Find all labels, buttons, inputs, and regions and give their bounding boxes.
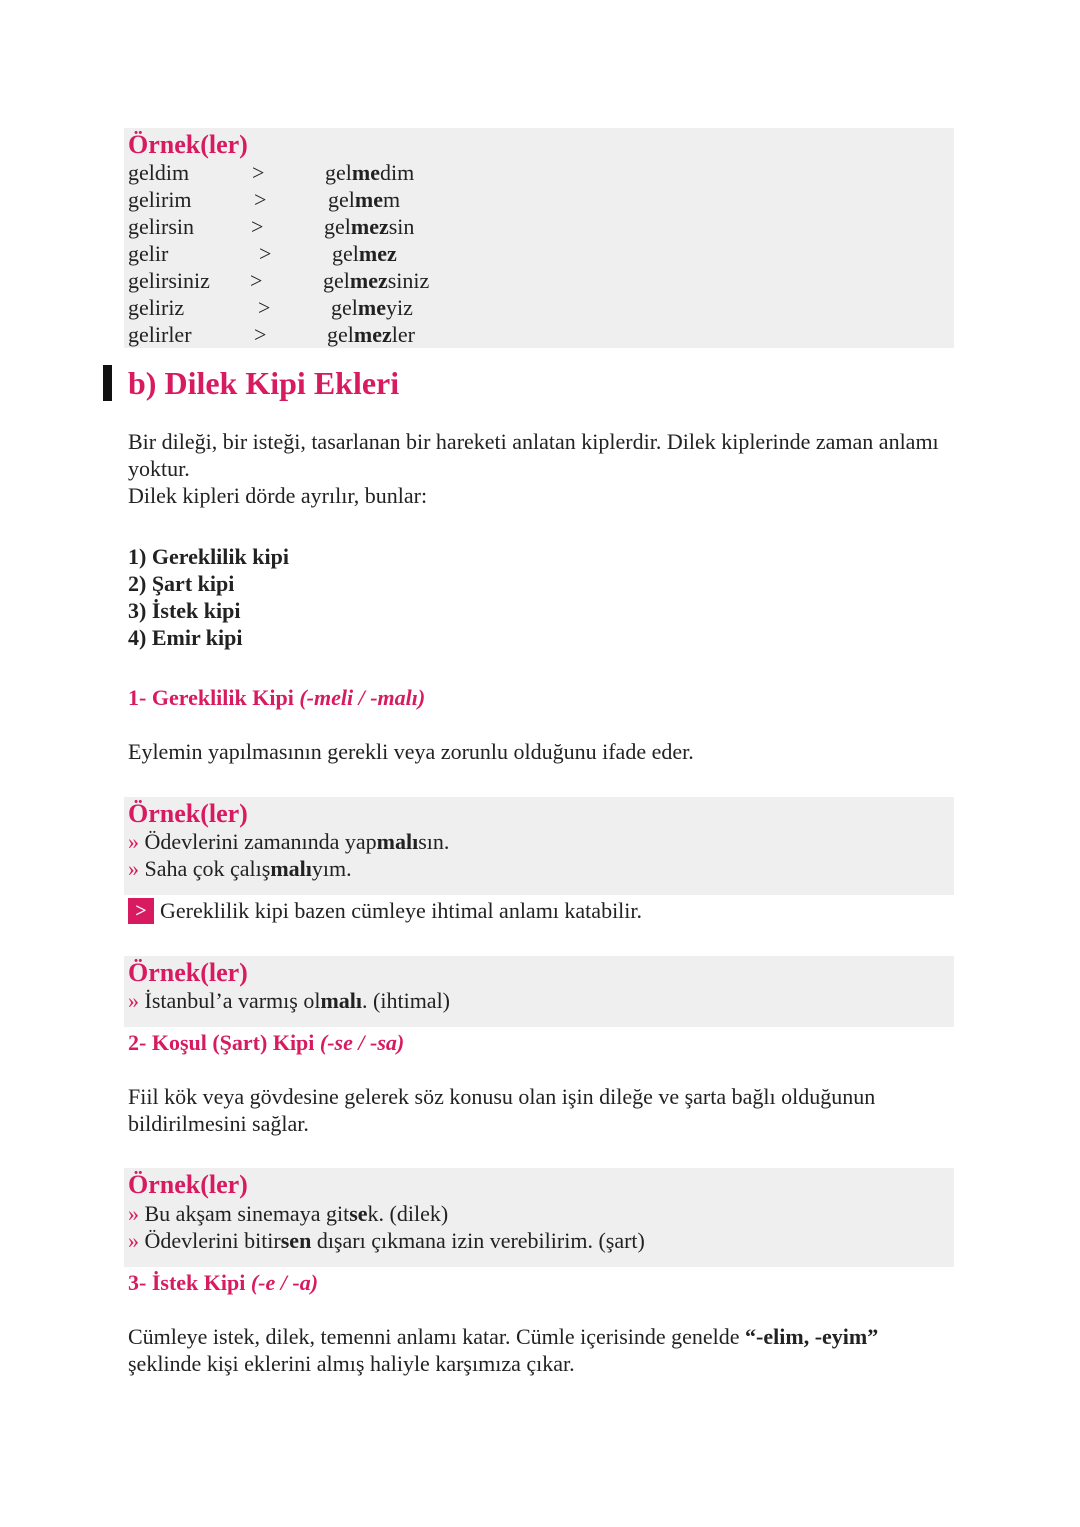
table-row: > [258,295,271,320]
table-row: gelmezsiniz [323,268,430,293]
table-row: > [250,268,263,293]
example-heading: Örnek(ler) [128,130,248,159]
list-item: 3) İstek kipi [128,598,241,623]
note-text: Gereklilik kipi bazen cümleye ihtimal anlamı katabilir. [160,898,643,923]
section-heading: b) Dilek Kipi Ekleri [128,365,400,401]
table-row: gelmezler [327,322,415,347]
example-heading: Örnek(ler) [128,958,248,987]
description: Eylemin yapılmasının gerekli veya zorunlu olduğunu ifade eder. [128,739,694,764]
list-item: 2) Şart kipi [128,571,235,596]
intro-paragraph-2: Dilek kipleri dörde ayrılır, bunlar: [128,483,428,508]
table-row: > [251,214,264,239]
list-item: 1) Gereklilik kipi [128,544,289,569]
table-row: > [252,160,265,185]
example-box-negation [124,128,954,348]
example-heading: Örnek(ler) [128,799,248,828]
example-sentence: » Ödevlerini zamanında yapmalısın. [128,829,450,854]
subsection-heading: 3- İstek Kipi (-e / -a) [128,1270,319,1295]
intro-paragraph: Bir dileği, bir isteği, tasarlanan bir hareketi anlatan kiplerdir. Dilek kiplerinde zaman anlamı yoktur. [128,429,939,481]
table-row: gelirsiniz [128,268,210,293]
description: Cümleye istek, dilek, temenni anlamı katar. Cümle içerisinde genelde “-elim, -eyim” şeklinde kişi eklerini almış haliyle karşımıza çıkar. [128,1324,879,1376]
table-row: gelirim [128,187,192,212]
description: Fiil kök veya gövdesine gelerek söz konusu olan işin dileğe ve şarta bağlı olduğunun bildirilmesini sağlar. [128,1084,876,1136]
table-row: gelirsin [128,214,194,239]
heading-marker-bar [103,365,112,401]
example-sentence: » Saha çok çalışmalıyım. [128,856,352,881]
table-row: gelmem [328,187,401,212]
table-row: gelir [128,241,169,266]
example-heading: Örnek(ler) [128,1170,248,1199]
table-row: > [254,322,267,347]
example-sentence: » Bu akşam sinemaya gitsek. (dilek) [128,1201,449,1226]
table-row: gelmeyiz [331,295,413,320]
table-row: geliriz [128,295,185,320]
example-sentence: » Ödevlerini bitirsen dışarı çıkmana izin verebilirim. (şart) [128,1228,645,1253]
list-item: 4) Emir kipi [128,625,243,650]
table-row: gelmez [332,241,397,266]
table-row: gelmedim [325,160,415,185]
subsection-heading: 1- Gereklilik Kipi (-meli / -malı) [128,685,426,710]
table-row: gelmezsin [324,214,415,239]
example-sentence: » İstanbul’a varmış olmalı. (ihtimal) [128,988,451,1013]
subsection-heading: 2- Koşul (Şart) Kipi (-se / -sa) [128,1030,405,1055]
table-row: > [254,187,267,212]
note-arrow-icon: > [128,898,154,924]
table-row: gelirler [128,322,192,347]
table-row: > [259,241,272,266]
table-row: geldim [128,160,190,185]
